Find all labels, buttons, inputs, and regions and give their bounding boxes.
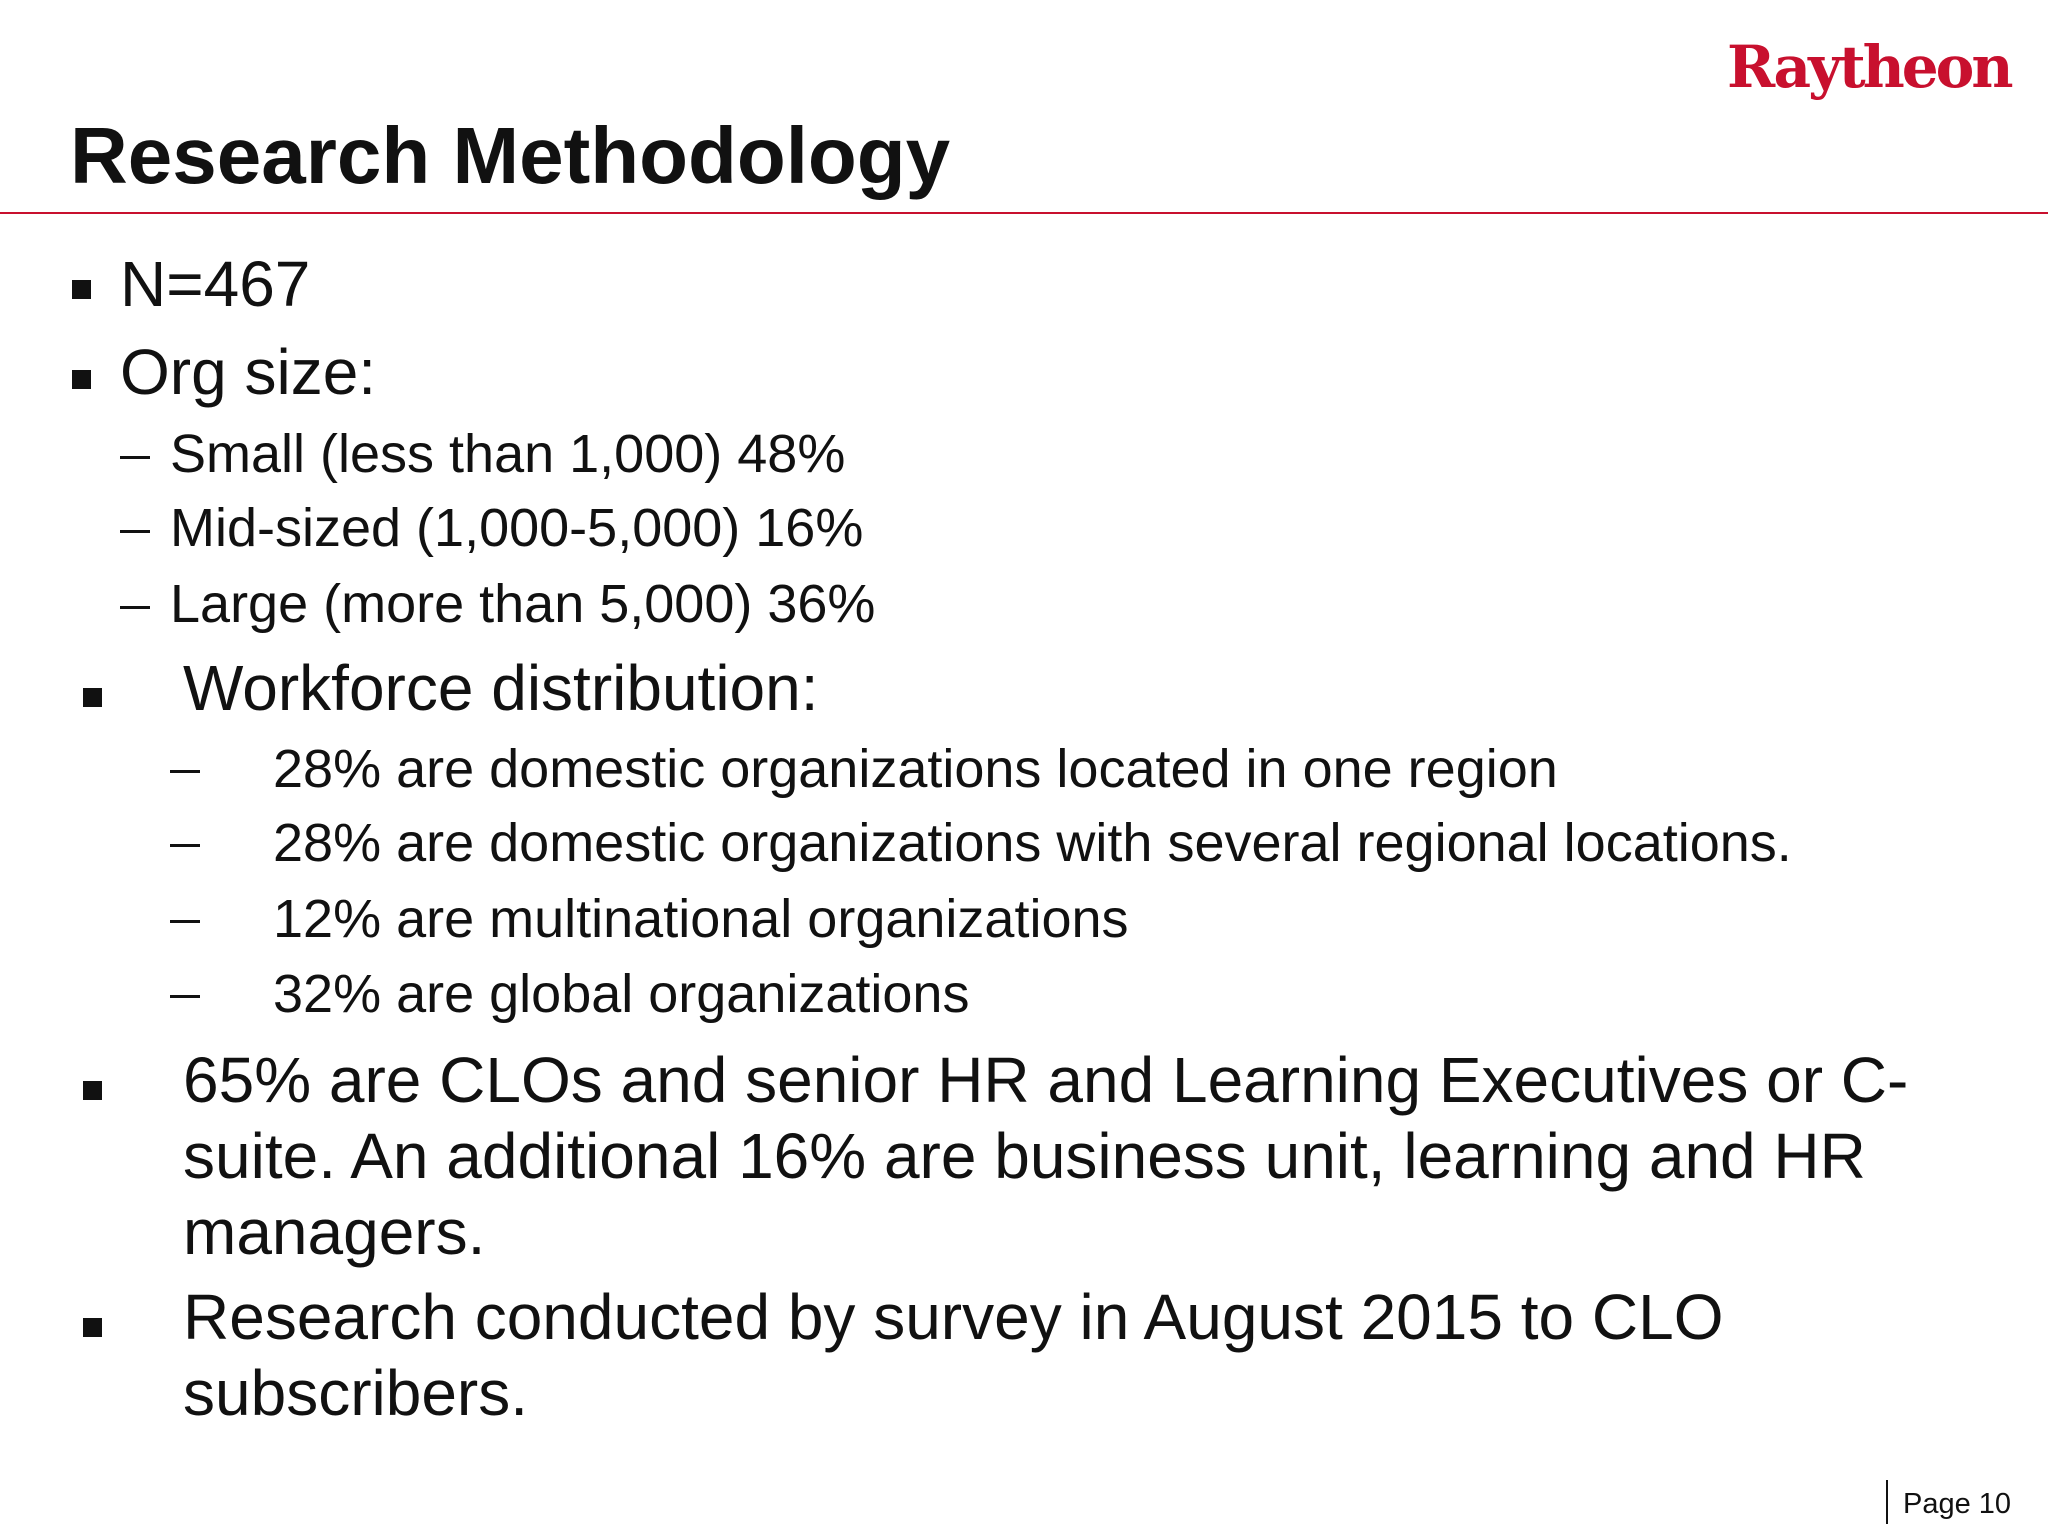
org-size-heading: Org size: (120, 336, 377, 408)
workforce-item: 28% are domestic organizations located in one region (273, 739, 1558, 799)
dash-icon (170, 920, 200, 923)
workforce-heading: Workforce distribution: (183, 652, 819, 724)
bullet-square-icon (83, 688, 102, 707)
dash-icon (170, 995, 200, 998)
raytheon-logo: Raytheon (1727, 33, 2011, 101)
bullet-square-icon (72, 280, 91, 299)
respondents-text: 65% are CLOs and senior HR and Learning Executives or C-suite. An additional 16% are business unit, learning and HR managers. (183, 1044, 1909, 1268)
dash-icon (120, 456, 150, 459)
page-number-divider (1886, 1480, 1888, 1524)
org-size-item: Large (more than 5,000) 36% (170, 574, 876, 634)
bullet-square-icon (72, 370, 91, 389)
dash-icon (170, 770, 200, 773)
survey-text: Research conducted by survey in August 2015 to CLO subscribers. (183, 1281, 1724, 1429)
bullet-square-icon (83, 1081, 102, 1100)
sample-size-text: N=467 (120, 248, 311, 320)
page-number: Page 10 (1903, 1488, 2012, 1520)
bullet-square-icon (83, 1318, 102, 1337)
slide-title: Research Methodology (70, 111, 951, 200)
title-divider (0, 212, 2048, 214)
dash-icon (120, 606, 150, 609)
org-size-item: Mid-sized (1,000-5,000) 16% (170, 498, 864, 558)
dash-icon (120, 530, 150, 533)
workforce-item: 28% are domestic organizations with several regional locations. (273, 813, 1792, 873)
workforce-item: 12% are multinational organizations (273, 889, 1129, 949)
workforce-item: 32% are global organizations (273, 964, 970, 1024)
org-size-item: Small (less than 1,000) 48% (170, 424, 846, 484)
dash-icon (170, 844, 200, 847)
